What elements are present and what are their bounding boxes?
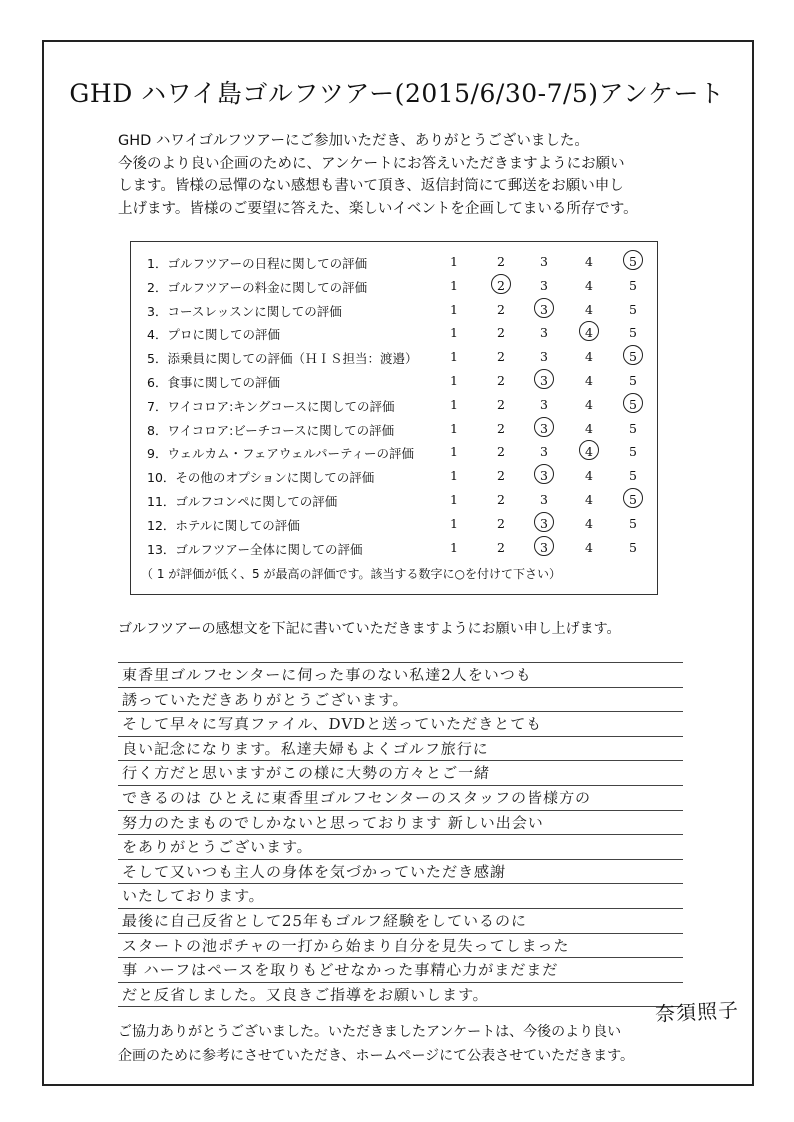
rating-option-2[interactable]: 2: [497, 325, 505, 341]
handwritten-line: そして早々に写真ファイル、DVDと送っていただきとても: [121, 715, 543, 734]
page-title: GHD ハワイ島ゴルフツアー(2015/6/30-7/5)アンケート: [69, 79, 725, 108]
signature: 奈須照子: [654, 997, 740, 1027]
rating-option-3[interactable]: 3: [540, 325, 548, 341]
ruled-line: [118, 785, 683, 786]
rating-option-4[interactable]: 4: [585, 277, 593, 293]
ruled-line: [118, 908, 683, 909]
rating-option-5[interactable]: 5: [629, 492, 637, 507]
rating-option-5[interactable]: 5: [629, 373, 637, 388]
rating-option-3[interactable]: 3: [540, 301, 548, 317]
rating-option-1[interactable]: 1: [450, 444, 458, 460]
handwritten-line: をありがとうございます。: [121, 838, 314, 857]
rating-row: [131, 321, 659, 345]
rating-option-5[interactable]: 5: [629, 254, 637, 269]
rating-option-5[interactable]: 5: [629, 515, 637, 531]
handwritten-line: 事 ハーフはペースを取りもどせなかった事精心力がまだまだ: [121, 961, 559, 980]
rating-option-1[interactable]: 1: [450, 539, 458, 555]
rating-option-4[interactable]: 4: [585, 325, 593, 341]
handwritten-line: いたしております。: [121, 887, 266, 906]
rating-option-2[interactable]: 2: [497, 349, 505, 365]
ruled-line: [118, 662, 683, 663]
rating-row: [131, 369, 659, 393]
rating-option-4[interactable]: 4: [585, 396, 593, 412]
intro-line: 今後のより良い企画のために、アンケートにお答えいただきますようにお願い: [118, 155, 625, 172]
handwritten-line: 最後に自己反省として25年もゴルフ経験をしているのに: [121, 912, 528, 930]
rating-option-5[interactable]: 5: [629, 539, 637, 555]
selected-circle-mark: [534, 298, 554, 318]
rating-row: [131, 440, 659, 464]
closing-line: ご協力ありがとうございました。いただきましたアンケートは、今後のより良い: [118, 1024, 622, 1040]
intro-line: します。皆様の忌憚のない感想も書いて頂き、返信封筒にて郵送をお願い申し: [118, 178, 624, 194]
rating-option-4[interactable]: 4: [585, 349, 593, 365]
rating-table: [130, 241, 658, 595]
rating-option-4[interactable]: 4: [585, 468, 593, 484]
ruled-line: [118, 736, 683, 737]
ruled-line: [118, 933, 683, 934]
handwritten-line: 行く方だと思いますがこの様に大勢の方々とご一緒: [121, 764, 491, 783]
handwritten-line: 東香里ゴルフセンターに伺った事のない私達2人をいつも: [121, 666, 533, 684]
rating-option-3[interactable]: 3: [540, 373, 548, 388]
selected-circle-mark: [534, 417, 554, 437]
handwritten-line: だと反省しました。又良きご指導をお願いします。: [121, 985, 490, 1004]
rating-option-4[interactable]: 4: [585, 301, 593, 317]
rating-option-4[interactable]: 4: [585, 254, 593, 269]
selected-circle-mark: [534, 369, 554, 389]
rating-option-5[interactable]: 5: [629, 277, 637, 293]
rating-option-4[interactable]: 4: [585, 444, 593, 460]
rating-footnote: （ 1 が評価が低く、5 が最高の評価です。該当する数字に○を付けて下さい）: [141, 567, 561, 581]
rating-row: [131, 393, 659, 417]
rating-label: 6．食事に関しての評価: [147, 375, 280, 390]
rating-row: [131, 274, 659, 298]
selected-circle-mark: [534, 536, 554, 556]
handwritten-line: できるのは ひとえに東香里ゴルフセンターのスタッフの皆様方の: [121, 789, 592, 807]
rating-row: [131, 512, 659, 536]
ruled-line: [118, 810, 683, 811]
rating-label: 12．ホテルに関しての評価: [147, 517, 300, 533]
intro-line: 上げます。皆様のご要望に答えた、楽しいイベントを企画してまいる所存です。: [118, 200, 638, 217]
rating-label: 5．添乗員に関しての評価（ＨＩＳ担当：渡邉）: [147, 351, 418, 367]
rating-option-1[interactable]: 1: [450, 277, 458, 293]
rating-row: [131, 298, 659, 322]
rating-label: 11．ゴルフコンペに関しての評価: [147, 494, 338, 509]
rating-option-1[interactable]: 1: [450, 325, 458, 341]
rating-option-2[interactable]: 2: [497, 254, 505, 269]
rating-option-1[interactable]: 1: [450, 492, 458, 507]
closing-line: 企画のために参考にさせていただき、ホームページにて公表させていただきます。: [118, 1048, 635, 1064]
rating-option-3[interactable]: 3: [540, 396, 548, 412]
rating-option-5[interactable]: 5: [629, 396, 637, 412]
rating-option-5[interactable]: 5: [629, 444, 637, 460]
rating-option-2[interactable]: 2: [497, 277, 505, 293]
rating-option-1[interactable]: 1: [450, 301, 458, 317]
rating-row: [131, 488, 659, 512]
impression-heading: ゴルフツアーの感想文を下記に書いていただきますようにお願い申し上げます。: [118, 621, 621, 637]
rating-option-3[interactable]: 3: [540, 444, 548, 460]
handwritten-line: スタートの池ポチャの一打から始まり自分を見失ってしまった: [121, 936, 571, 955]
rating-option-3[interactable]: 3: [540, 254, 548, 269]
handwritten-line: そして又いつも主人の身体を気づかっていただき感謝: [121, 862, 507, 881]
rating-option-4[interactable]: 4: [585, 373, 593, 388]
rating-option-3[interactable]: 3: [540, 539, 548, 555]
rating-option-4[interactable]: 4: [585, 515, 593, 531]
rating-option-2[interactable]: 2: [497, 301, 505, 317]
rating-option-2[interactable]: 2: [497, 539, 505, 555]
rating-label: 3．コースレッスンに関しての評価: [147, 303, 342, 319]
rating-option-2[interactable]: 2: [497, 396, 505, 412]
rating-label: 10．その他のオプションに関しての評価: [147, 470, 375, 486]
ruled-line: [118, 859, 683, 860]
rating-option-5[interactable]: 5: [629, 301, 637, 317]
selected-circle-mark: [623, 393, 643, 413]
rating-option-4[interactable]: 4: [585, 539, 593, 555]
rating-option-1[interactable]: 1: [450, 515, 458, 531]
rating-label: 9．ウェルカム・フェアウェルパーティーの評価: [147, 446, 414, 462]
rating-option-3[interactable]: 3: [540, 492, 548, 507]
rating-option-5[interactable]: 5: [629, 325, 637, 341]
rating-label: 13．ゴルフツアー全体に関しての評価: [147, 541, 363, 557]
rating-option-5[interactable]: 5: [629, 420, 637, 436]
rating-option-2[interactable]: 2: [497, 492, 505, 507]
rating-option-1[interactable]: 1: [450, 396, 458, 412]
rating-option-3[interactable]: 3: [540, 277, 548, 293]
rating-option-2[interactable]: 2: [497, 420, 505, 436]
rating-label: 1．ゴルフツアーの日程に関しての評価: [147, 256, 368, 271]
selected-circle-mark: [623, 250, 643, 270]
ruled-line: [118, 982, 683, 983]
rating-row: [131, 345, 659, 369]
selected-circle-mark: [491, 274, 511, 294]
selected-circle-mark: [623, 488, 643, 508]
rating-option-4[interactable]: 4: [585, 420, 593, 436]
rating-label: 8．ワイコロア:ビーチコースに関しての評価: [147, 422, 395, 438]
handwritten-line: 良い記念になります。私達夫婦もよくゴルフ旅行に: [121, 739, 490, 758]
rating-option-3[interactable]: 3: [540, 515, 548, 531]
rating-row: [131, 250, 659, 274]
handwritten-line: 努力のたまものでしかないと思っております 新しい出会い: [121, 813, 545, 832]
rating-option-1[interactable]: 1: [450, 420, 458, 436]
selected-circle-mark: [534, 512, 554, 532]
rating-option-1[interactable]: 1: [450, 468, 458, 484]
rating-option-3[interactable]: 3: [540, 349, 548, 365]
rating-option-2[interactable]: 2: [497, 373, 505, 388]
handwritten-line: 誘っていただきありがとうございます。: [121, 690, 410, 709]
rating-label: 2．ゴルフツアーの料金に関しての評価: [147, 279, 368, 295]
rating-option-5[interactable]: 5: [629, 349, 637, 365]
ruled-line: [118, 1006, 683, 1007]
rating-row: [131, 464, 659, 488]
ruled-line: [118, 687, 683, 688]
rating-option-1[interactable]: 1: [450, 254, 458, 269]
rating-option-1[interactable]: 1: [450, 373, 458, 388]
intro-line: GHD ハワイゴルフツアーにご参加いただき、ありがとうございました。: [118, 133, 589, 149]
rating-option-2[interactable]: 2: [497, 468, 505, 484]
closing-text: [118, 1020, 718, 1068]
rating-option-2[interactable]: 2: [497, 515, 505, 531]
rating-option-2[interactable]: 2: [497, 444, 505, 460]
rating-row: [131, 417, 659, 441]
rating-option-3[interactable]: 3: [540, 420, 548, 436]
rating-row: [131, 536, 659, 560]
rating-option-4[interactable]: 4: [585, 492, 593, 507]
rating-option-1[interactable]: 1: [450, 349, 458, 365]
rating-option-3[interactable]: 3: [540, 468, 548, 484]
rating-label: 7．ワイコロア:キングコースに関しての評価: [147, 398, 395, 414]
rating-label: 4．プロに関しての評価: [147, 327, 280, 343]
rating-option-5[interactable]: 5: [629, 468, 637, 484]
intro-text: [118, 130, 698, 220]
